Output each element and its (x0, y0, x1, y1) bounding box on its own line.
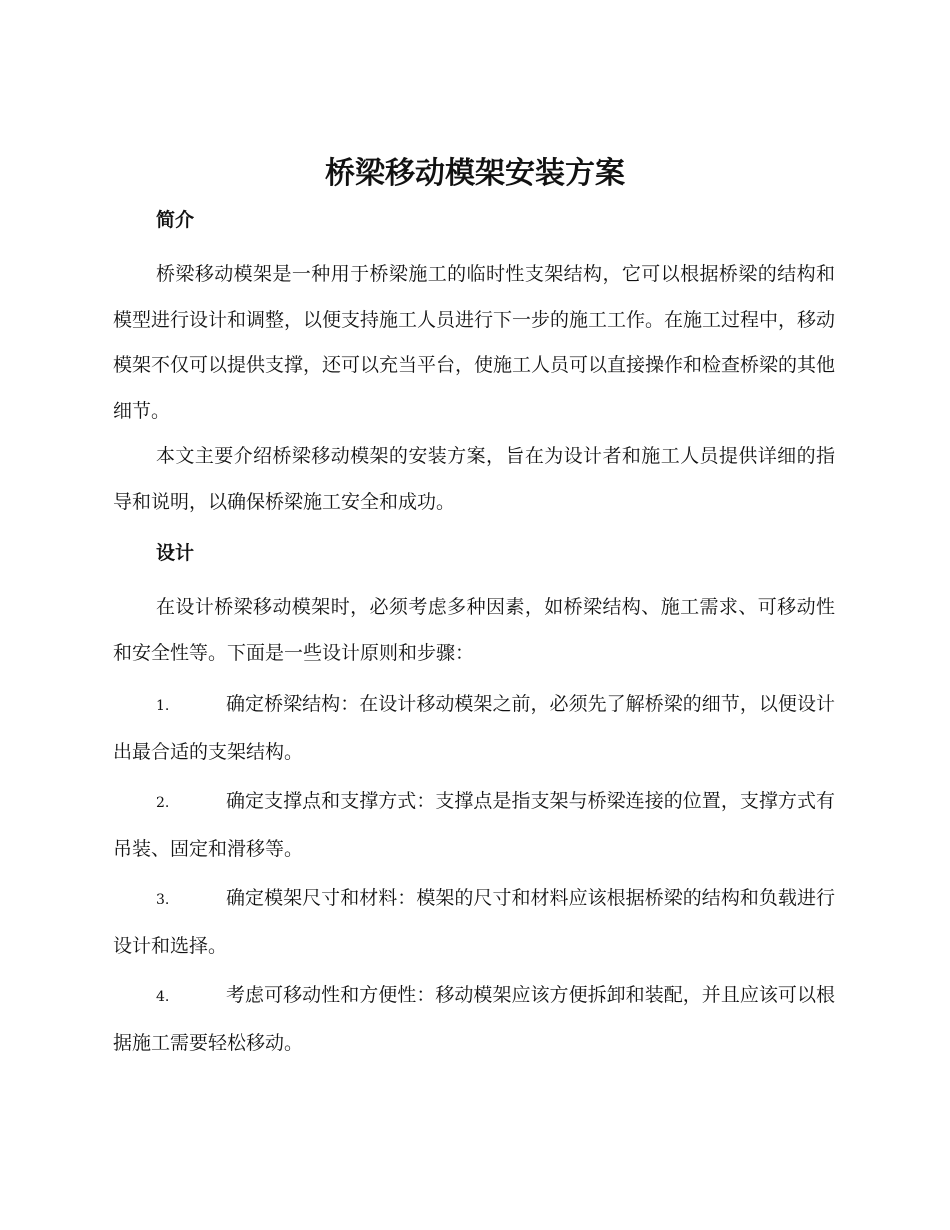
list-item-text: 确定支撑点和支撑方式：支撑点是指支架与桥梁连接的位置，支撑方式有吊装、固定和滑移等。 (113, 790, 835, 860)
list-item-text: 确定模架尺寸和材料：模架的尺寸和材料应该根据桥梁的结构和负载进行设计和选择。 (113, 887, 835, 957)
design-paragraph-1: 在设计桥梁移动模架时，必须考虑多种因素，如桥梁结构、施工需求、可移动性和安全性等。下面是一些设计原则和步骤： (113, 596, 835, 664)
list-item-text: 确定桥梁结构：在设计移动模架之前，必须先了解桥梁的细节，以便设计出最合适的支架结构。 (113, 693, 835, 763)
list-item (113, 779, 835, 872)
section-heading-intro: 简介 (156, 209, 195, 231)
list-item (113, 973, 835, 1066)
list-item-text: 考虑可移动性和方便性：移动模架应该方便拆卸和装配，并且应该可以根据施工需要轻松移动。 (113, 984, 835, 1054)
list-item (113, 682, 835, 775)
list-item-number: 3. (156, 892, 170, 908)
list-item (113, 876, 835, 969)
list-item-number: 1. (156, 698, 170, 714)
intro-paragraph-2: 本文主要介绍桥梁移动模架的安装方案，旨在为设计者和施工人员提供详细的指导和说明，以确保桥梁施工安全和成功。 (113, 445, 835, 513)
list-item-number: 2. (156, 795, 170, 811)
section-heading-design: 设计 (156, 542, 195, 564)
list-item-number: 4. (156, 989, 170, 1005)
intro-paragraph-1: 桥梁移动模架是一种用于桥梁施工的临时性支架结构，它可以根据桥梁的结构和模型进行设计和调整，以便支持施工人员进行下一步的施工工作。在施工过程中，移动模架不仅可以提供支撑，还可以充当平台，使施工人员可以直接操作和检查桥梁的其他细节。 (113, 263, 836, 422)
document-title: 桥梁移动模架安装方案 (325, 156, 625, 191)
